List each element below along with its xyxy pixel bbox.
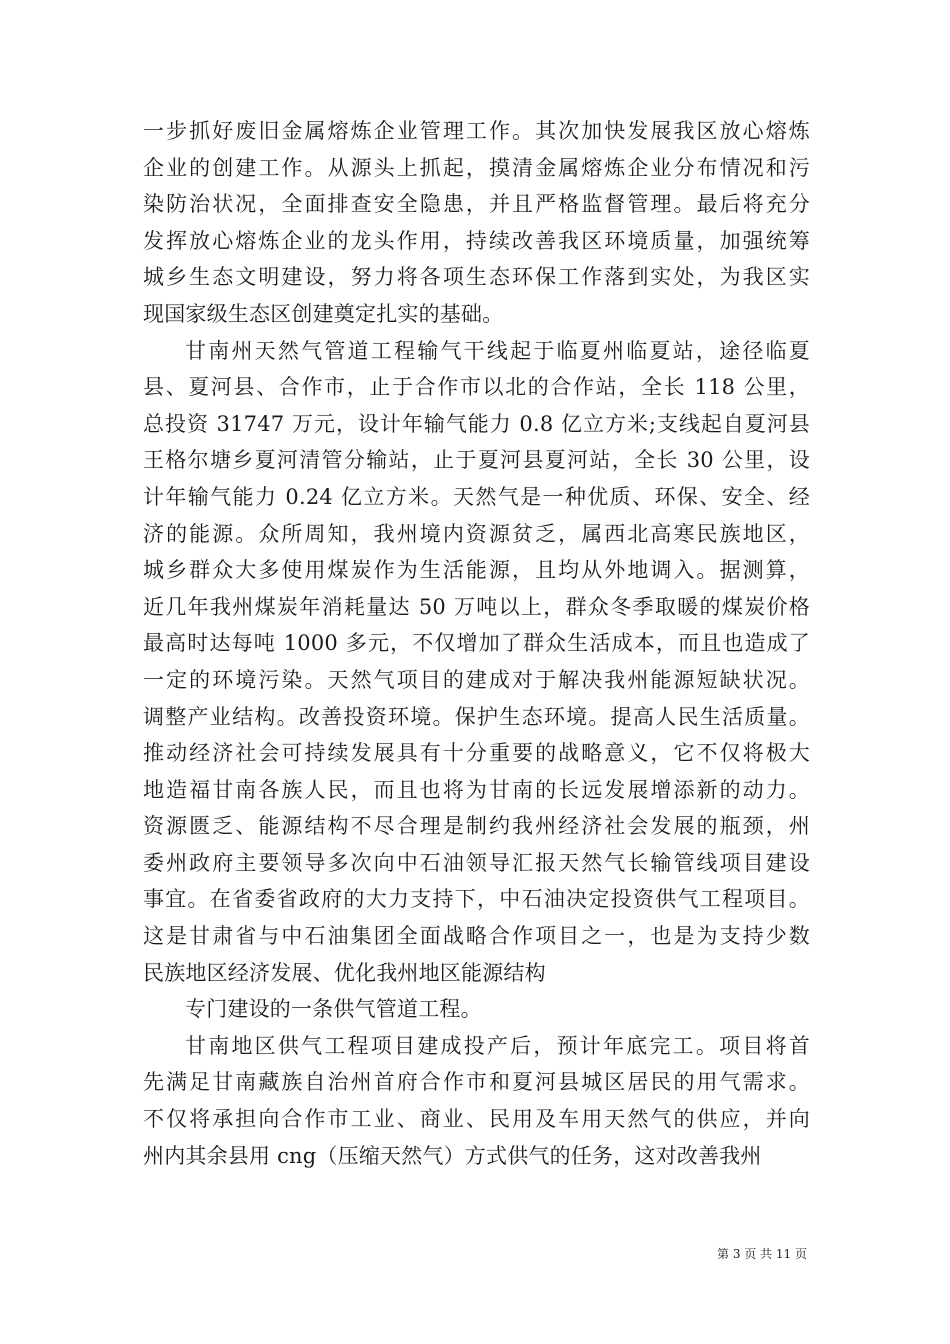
text-line: 近几年我州煤炭年消耗量达 50 万吨以上，群众冬季取暖的煤炭价格 [143, 594, 810, 619]
text-line: 发挥放心熔炼企业的龙头作用，持续改善我区环境质量，加强统筹 [143, 228, 810, 253]
text-line: 先满足甘南藏族自治州首府合作市和夏河县城区居民的用气需求。 [143, 1070, 810, 1095]
text-line: 甘南州天然气管道工程输气干线起于临夏州临夏站，途径临夏 [185, 338, 810, 363]
text-line: 专门建设的一条供气管道工程。 [185, 997, 482, 1022]
text-line: 委州政府主要领导多次向中石油领导汇报天然气长输管线项目建设 [143, 850, 810, 875]
text-line: 地造福甘南各族人民，而且也将为甘南的长远发展增添新的动力。 [143, 777, 810, 802]
text-line: 事宜。在省委省政府的大力支持下，中石油决定投资供气工程项目。 [143, 887, 810, 912]
text-line: 城乡群众大多使用煤炭作为生活能源，且均从外地调入。据测算， [143, 558, 810, 583]
text-line: 资源匮乏、能源结构不尽合理是制约我州经济社会发展的瓶颈，州 [143, 814, 810, 839]
paragraph [143, 113, 810, 333]
text-line: 济的能源。众所周知，我州境内资源贫乏，属西北高寒民族地区， [143, 521, 810, 546]
paragraph [143, 1028, 810, 1174]
document-body [143, 113, 810, 1174]
text-line: 这是甘肃省与中石油集团全面战略合作项目之一，也是为支持少数 [143, 924, 810, 949]
text-line: 不仅将承担向合作市工业、商业、民用及车用天然气的供应，并向 [143, 1107, 810, 1132]
text-line: 企业的创建工作。从源头上抓起，摸清金属熔炼企业分布情况和污 [143, 155, 810, 180]
text-line: 民族地区经济发展、优化我州地区能源结构 [143, 960, 546, 985]
text-line: 调整产业结构。改善投资环境。保护生态环境。提高人民生活质量。 [143, 704, 810, 729]
paragraph [143, 991, 810, 1028]
text-line: 总投资 31747 万元，设计年输气能力 0.8 亿立方米;支线起自夏河县 [143, 411, 810, 436]
text-line: 染防治状况，全面排查安全隐患，并且严格监督管理。最后将充分 [143, 192, 810, 217]
text-line: 王格尔塘乡夏河清管分输站，止于夏河县夏河站，全长 30 公里，设 [143, 448, 810, 473]
text-line: 一步抓好废旧金属熔炼企业管理工作。其次加快发展我区放心熔炼 [143, 119, 810, 143]
paragraph [143, 333, 810, 992]
text-line: 城乡生态文明建设，努力将各项生态环保工作落到实处，为我区实 [143, 265, 810, 290]
text-line: 计年输气能力 0.24 亿立方米。天然气是一种优质、环保、安全、经 [143, 484, 810, 509]
text-line: 最高时达每吨 1000 多元，不仅增加了群众生活成本，而且也造成了 [143, 631, 810, 656]
text-line: 甘南地区供气工程项目建成投产后，预计年底完工。项目将首 [185, 1033, 810, 1058]
text-line: 州内其余县用 cng（压缩天然气）方式供气的任务，这对改善我州 [143, 1143, 762, 1168]
page-number: 第 3 页 共 11 页 [717, 1247, 807, 1261]
text-line: 现国家级生态区创建奠定扎实的基础。 [143, 301, 504, 326]
text-line: 推动经济社会可持续发展具有十分重要的战略意义，它不仅将极大 [143, 741, 810, 766]
text-line: 一定的环境污染。天然气项目的建成对于解决我州能源短缺状况。 [143, 667, 810, 692]
text-line: 县、夏河县、合作市，止于合作市以北的合作站，全长 118 公里， [143, 375, 810, 400]
